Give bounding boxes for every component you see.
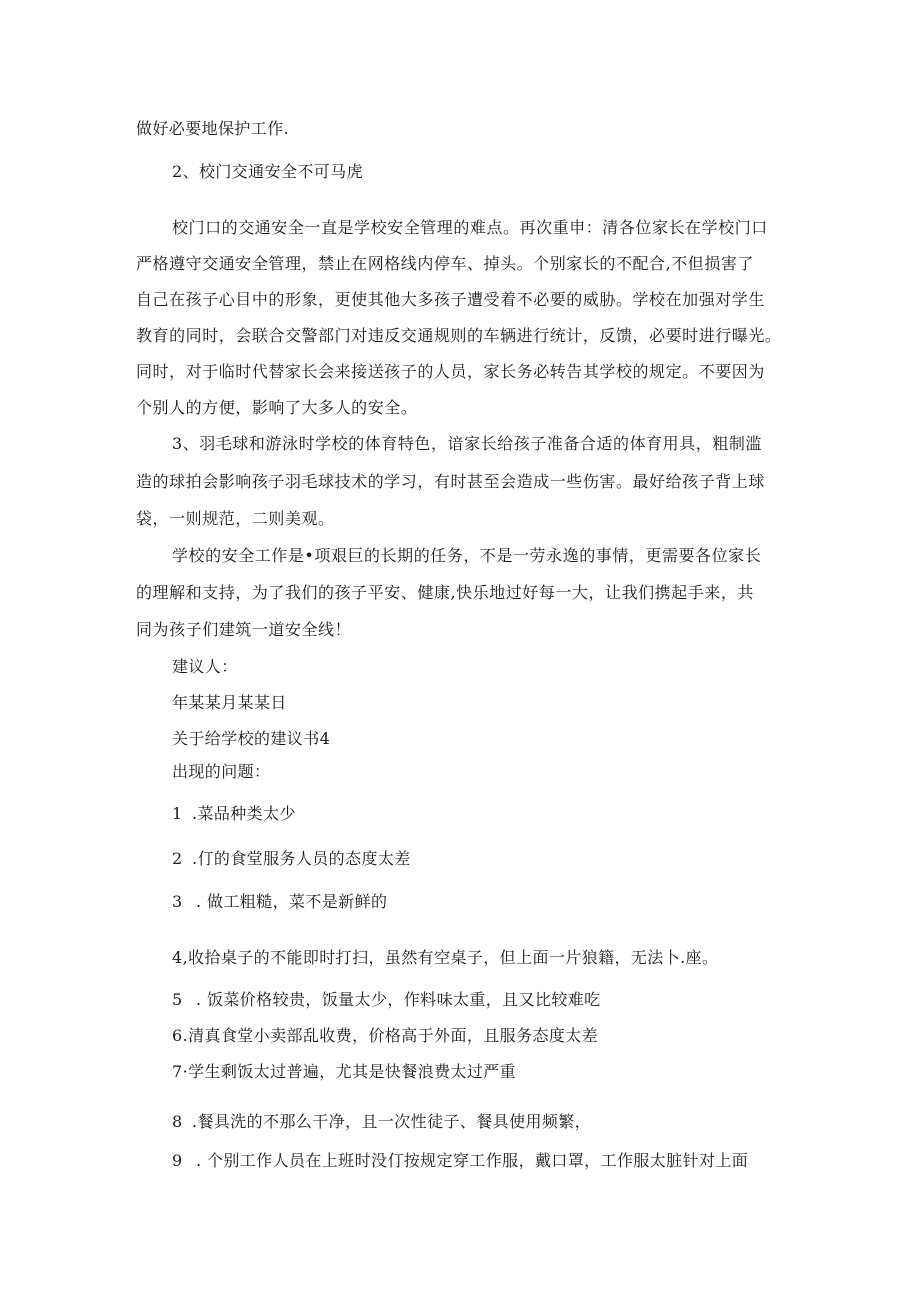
problem-item <box>172 848 411 870</box>
paragraph-line: 严格遵守交通安全管理，禁止在网格线内停车、掉头。个别家长的不配合,不但损害了 <box>136 254 754 273</box>
problem-text: . 个别工作人员在上班时没仃按规定穿工作服，戴口罩，工作服太脏针对上面 <box>196 1151 749 1170</box>
paragraph-line: 的理解和支持，为了我们的孩子平安、健康,快乐地过好每一大，让我们携起手来，共 <box>136 583 754 602</box>
problem-number: 5 <box>172 990 183 1009</box>
paragraph-line: 学校的安全工作是•项艰巨的长期的任务，不是一劳永逸的事情，更需要各位家长 <box>172 546 762 565</box>
paragraph-line: 同时，对于临时代替家长会来接送孩子的人员，家长务必转告其学校的规定。不要因为 <box>136 362 765 381</box>
problem-item <box>172 1061 516 1083</box>
problems-heading: 出现的问题： <box>172 762 271 781</box>
paragraph-line: 教育的同时，会联合交警部门对违反交通规则的车辆进行统计，反馈，必要时进行曝光。 <box>136 326 782 345</box>
date-line: 年某某月某某日 <box>172 693 287 712</box>
paragraph-line: 造的球拍会影响孩子羽毛球技术的学习，有时甚至会造成一些伤害。最好给孩子背上球 <box>136 472 765 491</box>
problem-item <box>172 1025 598 1047</box>
problem-item <box>172 989 601 1011</box>
paragraph-line: 袋，一则规范，二则美观。 <box>136 509 335 528</box>
proposer-label: 建议人： <box>172 657 238 676</box>
problem-number: 9 <box>172 1151 183 1170</box>
problem-number: 1 <box>172 804 183 823</box>
problem-text: 4,收拾桌子的不能即时打扫，虽然有空桌子，但上面一片狼籍，无法卜.座。 <box>172 948 719 967</box>
paragraph-line: 自己在孩子心目中的形象，更使其他大多孩子遭受着不必要的威胁。学校在加强对学生 <box>136 290 765 309</box>
problem-text: 7·学生剩饭太过普遍，尤其是快餐浪费太过严重 <box>172 1062 517 1081</box>
paragraph-line: 3、羽毛球和游泳时学校的体育特色，谙家长给孩子准备合适的体育用具，粗制滥 <box>172 434 762 453</box>
problem-text: . 饭菜价格较贵，饭量太少，作料味太重，且又比较难吃 <box>196 990 601 1009</box>
next-title: 关于给学校的建议书4 <box>172 729 331 748</box>
problem-item <box>172 1150 748 1172</box>
paragraph-line: 校门口的交通安全一直是学校安全管理的难点。再次重申：清各位家长在学校门口 <box>172 218 768 237</box>
problem-item <box>172 891 387 913</box>
problem-text: 6.清真食堂小卖部乱收费，价格高于外面，且服务态度太差 <box>172 1026 599 1045</box>
problem-text: . 做工粗糙，菜不是新鲜的 <box>196 892 388 911</box>
opening-line: 做好必要地保护工作. <box>136 119 290 138</box>
paragraph-line: 个别人的方便，影响了大多人的安全。 <box>136 398 418 417</box>
problem-text: .菜品种类太少 <box>192 804 296 823</box>
problem-number: 3 <box>172 892 183 911</box>
problem-text: .仃的食堂服务人员的态度太差 <box>192 849 411 868</box>
section2-heading: 2、校门交通安全不可马虎 <box>172 162 363 181</box>
problem-item <box>172 947 718 969</box>
paragraph-line: 同为孩子们建筑一道安全线！ <box>136 620 352 639</box>
problem-text: .餐具洗的不那么干净，且一次性徒子、餐具使用频繁， <box>192 1112 592 1131</box>
problem-item <box>172 1111 591 1133</box>
problem-item <box>172 803 296 825</box>
problem-number: 2 <box>172 849 183 868</box>
problem-number: 8 <box>172 1112 183 1131</box>
